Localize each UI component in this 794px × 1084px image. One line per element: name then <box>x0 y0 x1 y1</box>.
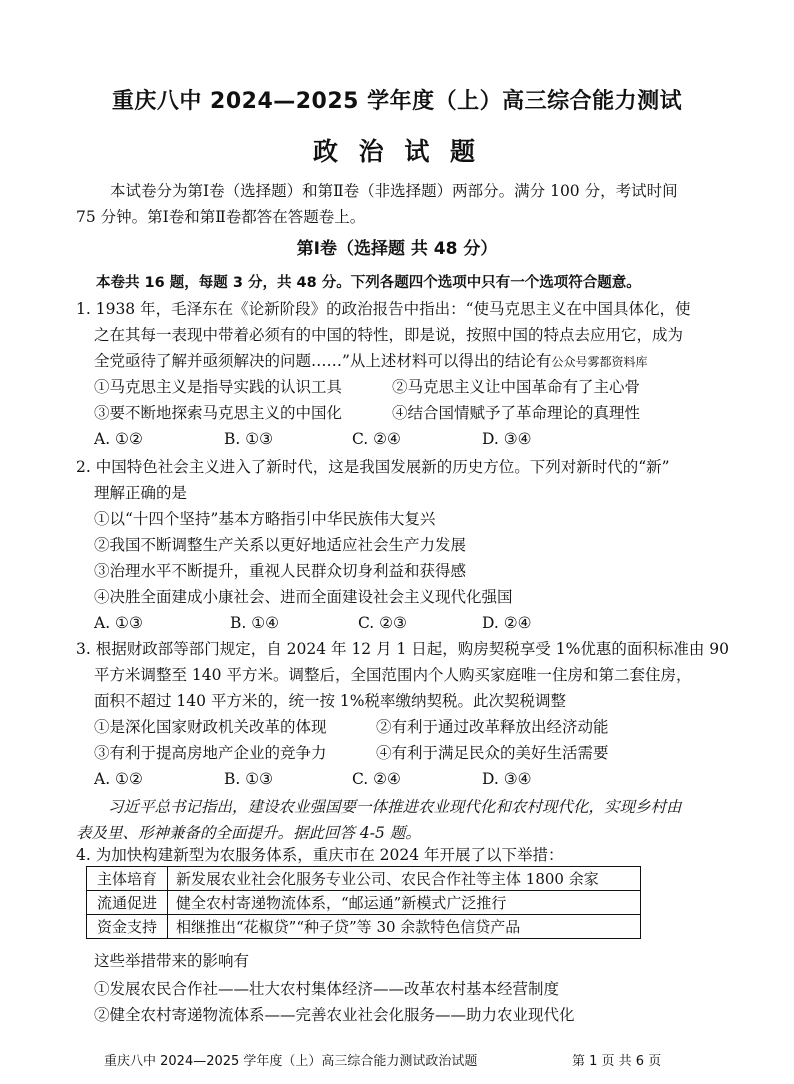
table-row <box>87 915 641 939</box>
q3-stem-line-1: 3. 根据财政部等部门规定，自 2024 年 12 月 1 日起，购房契税享受 1%优惠的面积标准由 90 <box>76 640 729 658</box>
q3-choice-c: C. ②④ <box>352 770 401 788</box>
q1-choice-d: D. ③④ <box>482 430 532 448</box>
q2-choice-b: B. ①④ <box>230 614 280 632</box>
table-key-cell: 主体培育 <box>87 867 168 891</box>
q2-stem-line-2: 理解正确的是 <box>94 484 188 502</box>
q4-followup: 这些举措带来的影响有 <box>94 952 250 970</box>
q1-stem-line-2: 之在其每一表现中带着必须有的中国的特性，即是说，按照中国的特点去应用它，成为 <box>94 326 684 344</box>
q3-choice-d: D. ③④ <box>482 770 532 788</box>
watermark-text: 公众号雾都资料库 <box>551 355 648 369</box>
q1-option-3: ③要不断地探索马克思主义的中国化 <box>94 404 343 422</box>
q4-option-2: ②健全农村寄递物流体系——完善农业社会化服务——助力农业现代化 <box>94 1006 575 1024</box>
footer-title: 重庆八中 2024—2025 学年度（上）高三综合能力测试政治试题 <box>104 1054 478 1069</box>
q3-stem-line-3: 面积不超过 140 平方米的，统一按 1%税率缴纳契税。此次契税调整 <box>94 692 566 710</box>
exam-title: 重庆八中 2024—2025 学年度（上）高三综合能力测试 <box>111 89 683 114</box>
q2-option-3: ③治理水平不断提升，重视人民群众切身利益和获得感 <box>94 562 467 580</box>
q4-measures-table <box>86 866 641 939</box>
q1-stem-line-1: 1. 1938 年，毛泽东在《论新阶段》的政治报告中指出：“使马克思主义在中国具体化，使 <box>76 300 691 318</box>
intro-line-2: 75 分钟。第Ⅰ卷和第Ⅱ卷都答在答题卷上。 <box>76 208 366 226</box>
table-value-cell: 相继推出“花椒贷”“种子贷”等 30 余款特色信贷产品 <box>168 915 641 939</box>
table-row <box>87 867 641 891</box>
q1-option-2: ②马克思主义让中国革命有了主心骨 <box>392 378 641 396</box>
table-key-cell: 资金支持 <box>87 915 168 939</box>
q1-choice-a: A. ①② <box>94 430 143 448</box>
table-value-cell: 新发展农业社会化服务专业公司、农民合作社等主体 1800 余家 <box>168 867 641 891</box>
q3-choice-b: B. ①③ <box>224 770 274 788</box>
subject-title: 政 治 试 题 <box>312 137 482 166</box>
table-value-cell: 健全农村寄递物流体系，“邮运通”新模式广泛推行 <box>168 891 641 915</box>
q1-choice-b: B. ①③ <box>224 430 274 448</box>
q4-stem: 4. 为加快构建新型为农服务体系，重庆市在 2024 年开展了以下举措： <box>76 846 564 864</box>
page-number: 第 1 页 共 6 页 <box>572 1054 662 1069</box>
q2-option-4: ④决胜全面建成小康社会、进而全面建设社会主义现代化强国 <box>94 588 513 606</box>
q2-option-1: ①以“十四个坚持”基本方略指引中华民族伟大复兴 <box>94 510 436 528</box>
q1-choice-c: C. ②④ <box>352 430 401 448</box>
q3-option-4: ④有利于满足民众的美好生活需要 <box>376 744 609 762</box>
q2-choice-c: C. ②③ <box>358 614 407 632</box>
q3-option-3: ③有利于提高房地产企业的竞争力 <box>94 744 327 762</box>
passage-line-1: 习近平总书记指出，建设农业强国要一体推进农业现代化和农村现代化，实现乡村由 <box>108 798 682 816</box>
q4-option-1: ①发展农民合作社——壮大农村集体经济——改革农村基本经营制度 <box>94 980 560 998</box>
q1-stem-line-3: 全党亟待了解并亟须解决的问题……”从上述材料可以得出的结论有公众号雾都资料库 <box>94 352 648 370</box>
q2-option-2: ②我国不断调整生产关系以更好地适应社会生产力发展 <box>94 536 467 554</box>
section-instruction: 本卷共 16 题，每题 3 分，共 48 分。下列各题四个选项中只有一个选项符合题意。 <box>96 275 641 291</box>
intro-line-1: 本试卷分为第Ⅰ卷（选择题）和第Ⅱ卷（非选择题）两部分。满分 100 分，考试时间 <box>110 182 678 200</box>
q2-choice-a: A. ①③ <box>94 614 143 632</box>
q2-choice-d: D. ②④ <box>482 614 532 632</box>
q3-option-2: ②有利于通过改革释放出经济动能 <box>376 718 609 736</box>
passage-line-2: 表及里、形神兼备的全面提升。据此回答 4-5 题。 <box>76 824 421 842</box>
q2-stem-line-1: 2. 中国特色社会主义进入了新时代，这是我国发展新的历史方位。下列对新时代的“新” <box>76 458 670 476</box>
q3-choice-a: A. ①② <box>94 770 143 788</box>
q3-stem-line-2: 平方米调整至 140 平方米。调整后，全国范围内个人购买家庭唯一住房和第二套住房， <box>94 666 692 684</box>
table-key-cell: 流通促进 <box>87 891 168 915</box>
q1-option-1: ①马克思主义是指导实践的认识工具 <box>94 378 343 396</box>
section-heading: 第Ⅰ卷（选择题 共 48 分） <box>296 239 498 259</box>
table-row <box>87 891 641 915</box>
q1-option-4: ④结合国情赋予了革命理论的真理性 <box>392 404 641 422</box>
q3-option-1: ①是深化国家财政机关改革的体现 <box>94 718 327 736</box>
